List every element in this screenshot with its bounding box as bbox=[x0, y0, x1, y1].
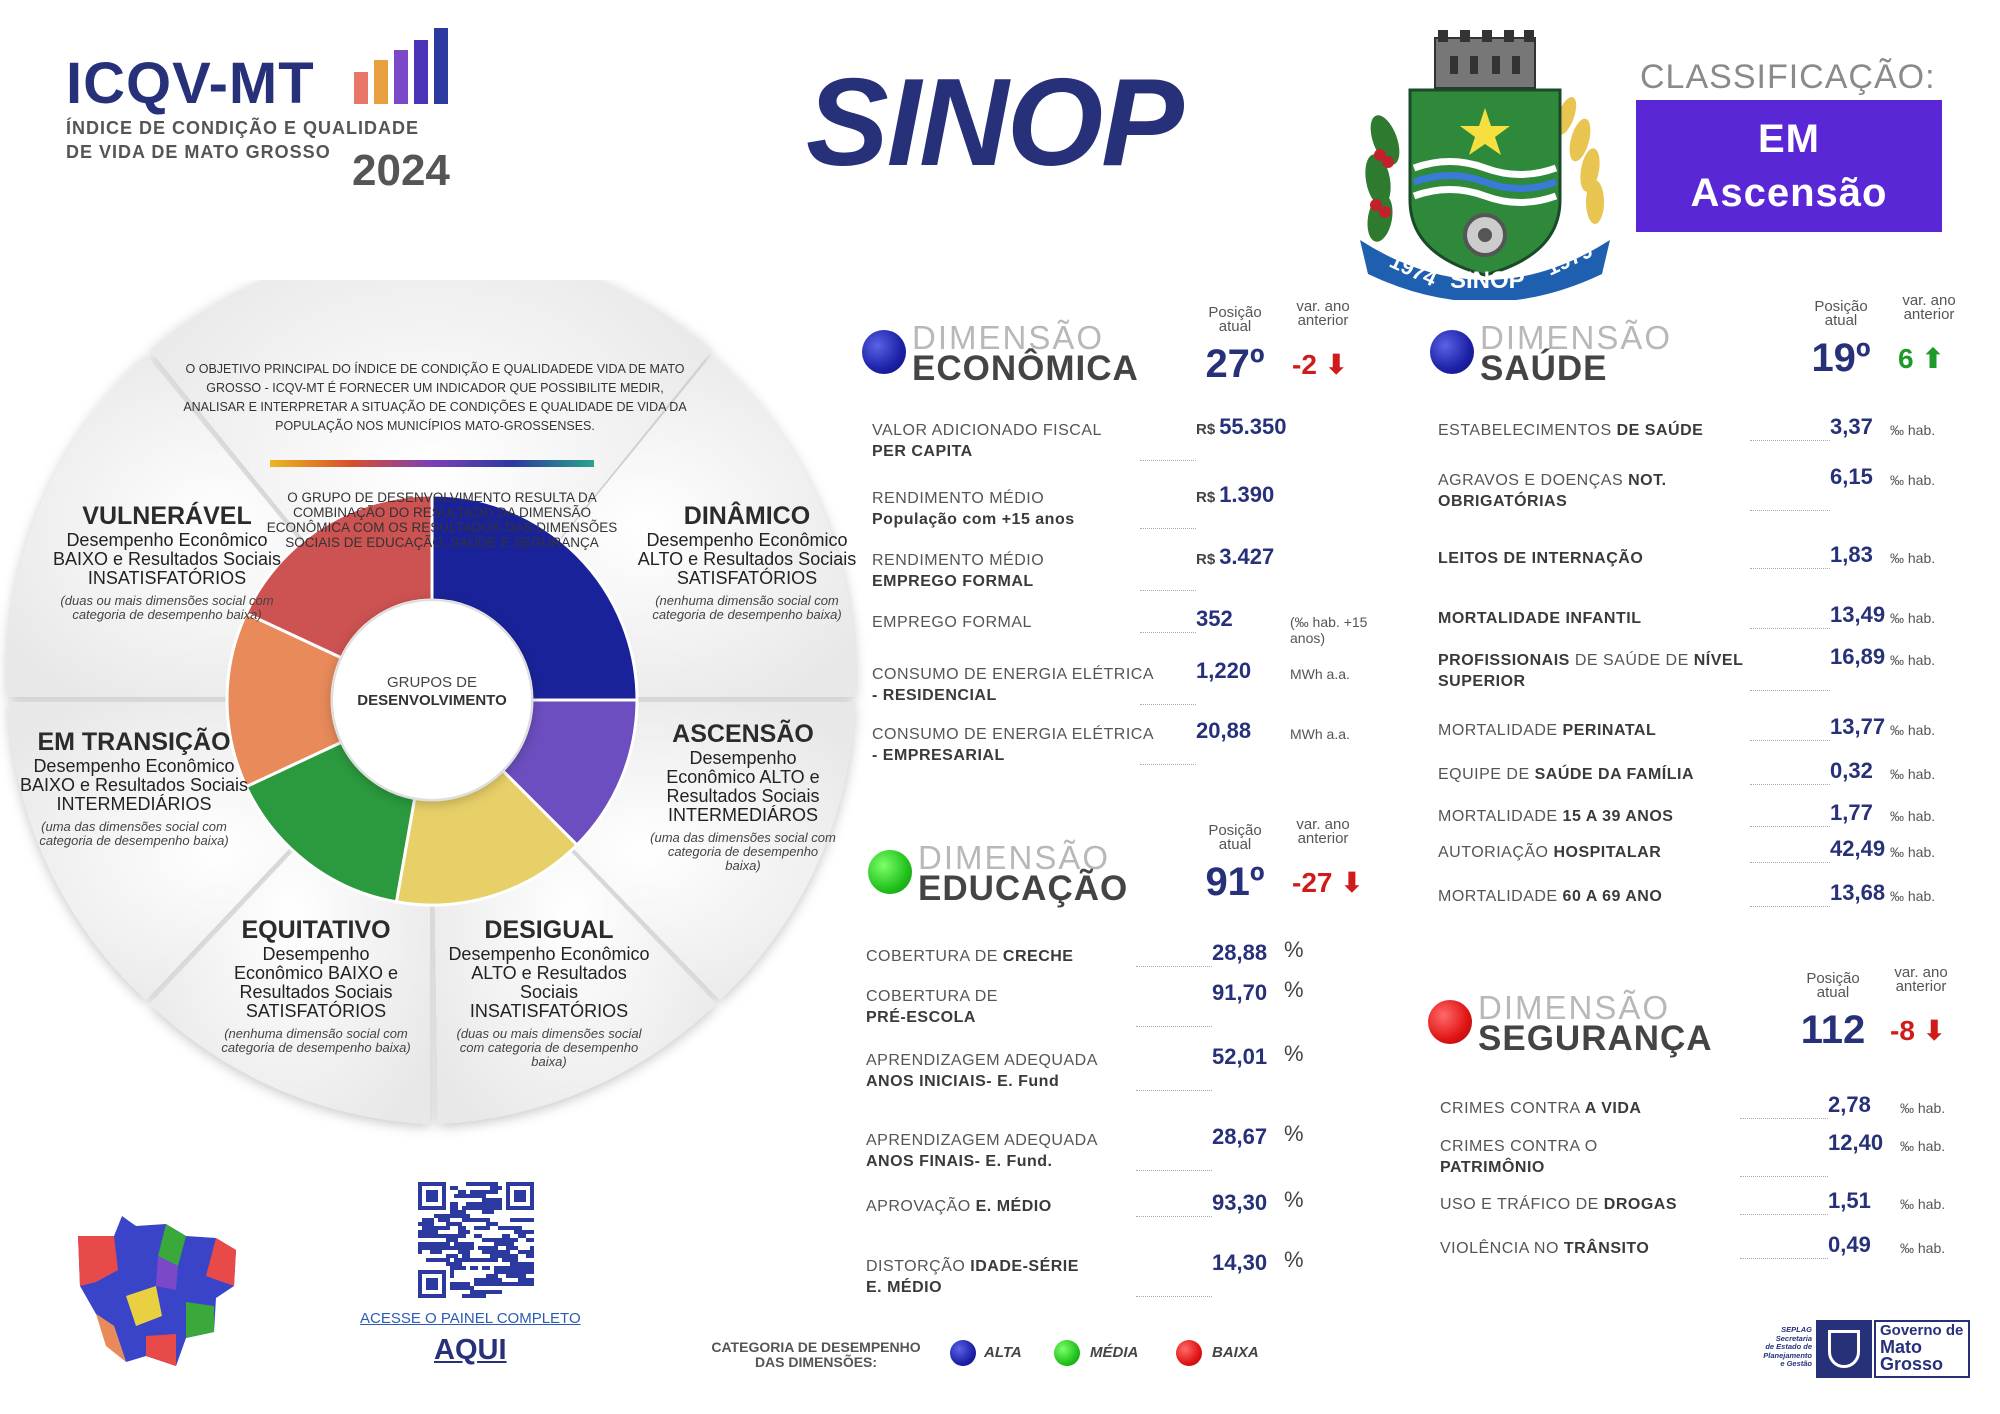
indicator-text: AUTORIAÇÃO bbox=[1438, 844, 1549, 861]
indicator-text: DE SAÚDE bbox=[1616, 422, 1704, 439]
economica-indicator bbox=[872, 420, 1192, 462]
indicator-text: PROFISSIONAIS bbox=[1438, 652, 1570, 669]
economica-variation-value: -2 bbox=[1292, 349, 1317, 380]
saude-indicator bbox=[1438, 470, 1768, 512]
educacao-dot bbox=[868, 850, 912, 894]
saude-indicator bbox=[1438, 720, 1768, 741]
group-title: ASCENSÃO bbox=[672, 720, 814, 748]
saude-var-label-1: var. ano bbox=[1902, 292, 1956, 309]
gov-line-3: Grosso bbox=[1880, 1354, 1944, 1374]
seguranca-unit: ‰ hab. bbox=[1900, 1138, 1946, 1154]
educacao-pos-label-2: atual bbox=[1218, 836, 1252, 853]
value-number: 1.390 bbox=[1219, 482, 1275, 507]
indicator-text: APROVAÇÃO bbox=[866, 1198, 971, 1215]
indicator-text: LEITOS DE INTERNAÇÃO bbox=[1438, 550, 1644, 567]
center-label-1: GRUPOS DE bbox=[386, 674, 477, 691]
value-number: 1,77 bbox=[1830, 800, 1873, 825]
economica-pos-label-1: Posição bbox=[1208, 304, 1262, 321]
municipal-crest-icon bbox=[1340, 30, 1630, 300]
educacao-value bbox=[1212, 1124, 1267, 1150]
crest-city: SINOP bbox=[1450, 267, 1525, 294]
value-number: 13,68 bbox=[1830, 880, 1886, 905]
indicator-text: A VIDA bbox=[1584, 1100, 1642, 1117]
economica-value bbox=[1196, 544, 1274, 570]
educacao-indicator bbox=[866, 1130, 1166, 1172]
saude-var-label-2: anterior bbox=[1903, 306, 1955, 323]
dotted-leader bbox=[1740, 1118, 1828, 1119]
group-title: EM TRANSIÇÃO bbox=[37, 728, 231, 756]
currency-label: R$ bbox=[1196, 551, 1216, 568]
dotted-leader bbox=[1740, 1258, 1828, 1259]
saude-indicator bbox=[1438, 764, 1768, 785]
value-number: 42,49 bbox=[1830, 836, 1886, 861]
legend-media-dot bbox=[1054, 1340, 1080, 1366]
classification-label: CLASSIFICAÇÃO: bbox=[1640, 58, 1936, 96]
indicator-text: 15 A 39 ANOS bbox=[1562, 808, 1674, 825]
saude-variation bbox=[1898, 342, 1945, 375]
value-number: 28,67 bbox=[1212, 1124, 1268, 1149]
dotted-leader bbox=[1750, 862, 1830, 863]
group-desigual bbox=[448, 916, 650, 1069]
gov-line-2: Mato bbox=[1880, 1337, 1922, 1357]
saude-pos-label-1: Posição bbox=[1814, 298, 1868, 315]
indicator-text: SAÚDE DA FAMÍLIA bbox=[1534, 766, 1694, 783]
indicator-text-line-2: OBRIGATÓRIAS bbox=[1438, 493, 1568, 510]
seplag-line: Planejamento bbox=[1763, 1350, 1812, 1360]
dotted-leader bbox=[1750, 510, 1830, 511]
group-note: (nenhuma dimensão social com categoria de desempenho baixa) bbox=[221, 1026, 411, 1055]
indicator-text: CRIMES CONTRA O bbox=[1440, 1138, 1598, 1155]
dotted-leader bbox=[1750, 440, 1830, 441]
educacao-unit: % bbox=[1284, 1187, 1304, 1212]
educacao-pos-label-1: Posição bbox=[1208, 822, 1262, 839]
gradient-divider bbox=[270, 460, 594, 467]
indicator-text: CRIMES CONTRA bbox=[1440, 1100, 1580, 1117]
dotted-leader bbox=[1136, 1026, 1212, 1027]
value-number: 1,83 bbox=[1830, 542, 1873, 567]
saude-h2: SAÚDE bbox=[1480, 349, 1608, 388]
saude-indicator bbox=[1438, 842, 1768, 863]
indicator-text: ESTABELECIMENTOS bbox=[1438, 422, 1612, 439]
indicator-text-line-2: PRÉ-ESCOLA bbox=[866, 1009, 976, 1026]
seguranca-indicator bbox=[1440, 1194, 1740, 1215]
group-desc: Desempenho Econômico ALTO e Resultados Sociais SATISFATÓRIOS bbox=[637, 530, 857, 588]
value-number: 52,01 bbox=[1212, 1044, 1268, 1069]
educacao-unit: % bbox=[1284, 977, 1304, 1002]
indicator-text: E. MÉDIO bbox=[975, 1198, 1052, 1215]
economica-var-label-2: anterior bbox=[1297, 312, 1349, 329]
indicator-text-line-2: EMPREGO FORMAL bbox=[872, 573, 1034, 590]
educacao-value bbox=[1212, 940, 1267, 966]
seguranca-indicator bbox=[1440, 1136, 1740, 1178]
dotted-leader bbox=[1140, 704, 1196, 705]
indicator-text-line-2: SUPERIOR bbox=[1438, 673, 1526, 690]
indicator-text: AGRAVOS E DOENÇAS bbox=[1438, 472, 1624, 489]
educacao-var-label-1: var. ano bbox=[1296, 816, 1350, 833]
seguranca-indicator bbox=[1440, 1238, 1740, 1259]
seguranca-value bbox=[1828, 1188, 1871, 1214]
educacao-indicator bbox=[866, 946, 1166, 967]
dotted-leader bbox=[1136, 966, 1212, 967]
crest-year-right: 1979 bbox=[1541, 237, 1597, 281]
dotted-leader bbox=[1140, 460, 1196, 461]
value-number: 16,89 bbox=[1830, 644, 1886, 669]
indicator-text-line-2: - EMPRESARIAL bbox=[872, 747, 1005, 764]
saude-value bbox=[1830, 714, 1885, 740]
saude-unit: ‰ hab. bbox=[1890, 422, 1936, 438]
educacao-var-label-2: anterior bbox=[1297, 830, 1349, 847]
dotted-leader bbox=[1750, 628, 1830, 629]
saude-position: 19º bbox=[1811, 336, 1871, 380]
seguranca-h1: DIMENSÃO bbox=[1478, 989, 1671, 1026]
dotted-leader bbox=[1740, 1214, 1828, 1215]
dotted-leader bbox=[1750, 690, 1830, 691]
gov-text bbox=[1874, 1320, 1970, 1378]
dotted-leader bbox=[1750, 826, 1830, 827]
group-note: (nenhuma dimensão social com categoria de desempenho baixa) bbox=[652, 593, 842, 622]
economica-unit: (‰ hab. +15 anos) bbox=[1290, 614, 1368, 646]
dotted-leader bbox=[1740, 1176, 1828, 1177]
seguranca-position: 112 bbox=[1800, 1008, 1866, 1052]
dotted-leader bbox=[1136, 1170, 1212, 1171]
arrow-down-icon: ⬇ bbox=[1914, 1015, 1947, 1046]
indicator-text: RENDIMENTO MÉDIO bbox=[872, 490, 1045, 507]
economica-pos-label-2: atual bbox=[1218, 318, 1252, 335]
seplag-line: e Gestão bbox=[1780, 1359, 1812, 1368]
value-number: 28,88 bbox=[1212, 940, 1268, 965]
value-number: 1,51 bbox=[1828, 1188, 1871, 1213]
seguranca-variation-value: -8 bbox=[1890, 1015, 1915, 1046]
brand-year: 2024 bbox=[352, 146, 450, 195]
group-explanation: O GRUPO DE DESENVOLVIMENTO RESULTA DA COMBINAÇÃO DO RESULTADO DA DIMENSÃO ECONÔMICA COM OS RESULTADOS DAS DIMENSÕES SOCIAIS DE EDUCAÇÃO, SAÚDE E SEGURANÇA bbox=[266, 490, 618, 550]
saude-indicator bbox=[1438, 886, 1768, 907]
value-number: 91,70 bbox=[1212, 980, 1268, 1005]
indicator-text: RENDIMENTO MÉDIO bbox=[872, 552, 1045, 569]
saude-pos-label-2: atual bbox=[1824, 312, 1858, 329]
dotted-leader bbox=[1140, 764, 1196, 765]
saude-unit: ‰ hab. bbox=[1890, 766, 1936, 782]
value-number: 0,32 bbox=[1830, 758, 1873, 783]
group-title: EQUITATIVO bbox=[241, 916, 391, 944]
economica-unit: MWh a.a. bbox=[1290, 726, 1350, 742]
saude-unit: ‰ hab. bbox=[1890, 610, 1936, 626]
educacao-unit: % bbox=[1284, 937, 1304, 962]
brand-title: ICQV-MT bbox=[66, 51, 315, 116]
value-number: 3,37 bbox=[1830, 414, 1873, 439]
indicator-text: NOT. bbox=[1628, 472, 1667, 489]
educacao-indicator bbox=[866, 986, 1166, 1028]
indicator-text: CONSUMO DE ENERGIA ELÉTRICA bbox=[872, 666, 1154, 683]
dotted-leader bbox=[1750, 740, 1830, 741]
seguranca-dot bbox=[1428, 1000, 1472, 1044]
indicator-text-line-2: ANOS FINAIS- E. Fund. bbox=[866, 1153, 1053, 1170]
educacao-h1: DIMENSÃO bbox=[918, 839, 1111, 876]
seguranca-var-label-2: anterior bbox=[1895, 978, 1947, 995]
group-dinamico bbox=[636, 502, 858, 622]
seguranca-unit: ‰ hab. bbox=[1900, 1240, 1946, 1256]
value-number: 55.350 bbox=[1219, 414, 1287, 439]
indicator-text-line-2: - RESIDENCIAL bbox=[872, 687, 997, 704]
educacao-value bbox=[1212, 1044, 1267, 1070]
economica-value bbox=[1196, 658, 1251, 684]
educacao-h2: EDUCAÇÃO bbox=[918, 869, 1129, 908]
saude-indicator bbox=[1438, 650, 1768, 692]
indicator-text: MORTALIDADE bbox=[1438, 808, 1558, 825]
saude-value bbox=[1830, 800, 1873, 826]
indicator-text: PERINATAL bbox=[1562, 722, 1657, 739]
economica-h2: ECONÔMICA bbox=[912, 349, 1139, 388]
indicator-text-line-2: População com +15 anos bbox=[872, 511, 1075, 528]
educacao-value bbox=[1212, 1250, 1267, 1276]
saude-value bbox=[1830, 758, 1873, 784]
group-note: (duas ou mais dimensões social com categoria de desempenho baixa) bbox=[60, 593, 274, 622]
value-number: 3.427 bbox=[1219, 544, 1275, 569]
city-name: SINOP bbox=[806, 54, 1182, 192]
indicator-text-line-2: PATRIMÔNIO bbox=[1440, 1159, 1545, 1176]
indicator-text: IDADE-SÉRIE bbox=[970, 1258, 1079, 1275]
seguranca-pos-label-1: Posição bbox=[1806, 970, 1860, 987]
group-title: VULNERÁVEL bbox=[82, 502, 252, 530]
dotted-leader bbox=[1136, 1296, 1212, 1297]
indicator-text: MORTALIDADE bbox=[1438, 722, 1558, 739]
educacao-variation-value: -27 bbox=[1292, 867, 1333, 898]
indicator-text: APRENDIZAGEM ADEQUADA bbox=[866, 1052, 1098, 1069]
saude-indicator bbox=[1438, 806, 1768, 827]
group-title: DINÂMICO bbox=[683, 502, 811, 530]
saude-value bbox=[1830, 464, 1873, 490]
indicator-text: COBERTURA DE bbox=[866, 948, 998, 965]
saude-indicator bbox=[1438, 548, 1768, 569]
legend-title: CATEGORIA DE DESEMPENHO DAS DIMENSÕES: bbox=[711, 1339, 921, 1370]
saude-value bbox=[1830, 602, 1885, 628]
seguranca-pos-label-2: atual bbox=[1816, 984, 1850, 1001]
value-number: 2,78 bbox=[1828, 1092, 1871, 1117]
dotted-leader bbox=[1140, 528, 1196, 529]
group-desc: Desempenho Econômico BAIXO e Resultados Sociais SATISFATÓRIOS bbox=[233, 944, 399, 1021]
subtitle-line-1: ÍNDICE DE CONDIÇÃO E QUALIDADE bbox=[66, 118, 420, 138]
seguranca-value bbox=[1828, 1232, 1871, 1258]
educacao-value bbox=[1212, 980, 1267, 1006]
economica-value bbox=[1196, 482, 1274, 508]
group-desc: Desempenho Econômico ALTO e Resultados Sociais INTERMEDIÁROS bbox=[666, 748, 820, 825]
dotted-leader bbox=[1750, 568, 1830, 569]
economica-indicator bbox=[872, 664, 1192, 706]
value-number: 1,220 bbox=[1196, 658, 1252, 683]
indicator-text: APRENDIZAGEM ADEQUADA bbox=[866, 1132, 1098, 1149]
group-note: (uma das dimensões social com categoria de desempenho baixa) bbox=[39, 819, 229, 848]
indicator-text: VALOR ADICIONADO FISCAL bbox=[872, 422, 1102, 439]
economica-variation bbox=[1292, 348, 1348, 381]
indicator-text: VIOLÊNCIA NO bbox=[1440, 1240, 1559, 1257]
currency-label: R$ bbox=[1196, 489, 1216, 506]
indicator-text: TRÂNSITO bbox=[1563, 1240, 1650, 1257]
seguranca-value bbox=[1828, 1130, 1883, 1156]
saude-value bbox=[1830, 542, 1873, 568]
economica-value bbox=[1196, 414, 1286, 440]
arrow-down-icon: ⬇ bbox=[1316, 349, 1349, 380]
economica-position: 27º bbox=[1205, 342, 1265, 386]
crest-year-left: 1974 bbox=[1385, 247, 1441, 292]
group-title: DESIGUAL bbox=[484, 916, 614, 944]
group-desc: Desempenho Econômico BAIXO e Resultados Sociais INSATISFATÓRIOS bbox=[52, 530, 282, 588]
value-number: 0,49 bbox=[1828, 1232, 1871, 1257]
value-number: 12,40 bbox=[1828, 1130, 1884, 1155]
indicator-text: CRECHE bbox=[1002, 948, 1074, 965]
saude-value bbox=[1830, 414, 1873, 440]
indicator-text: CONSUMO DE ENERGIA ELÉTRICA bbox=[872, 726, 1154, 743]
dotted-leader bbox=[1140, 590, 1196, 591]
value-number: 20,88 bbox=[1196, 718, 1252, 743]
saude-unit: ‰ hab. bbox=[1890, 888, 1936, 904]
arrow-down-icon: ⬇ bbox=[1332, 867, 1364, 898]
educacao-unit: % bbox=[1284, 1247, 1304, 1272]
saude-indicator bbox=[1438, 420, 1768, 441]
group-note: (duas ou mais dimensões social com categoria de desempenho baixa) bbox=[456, 1026, 642, 1069]
educacao-indicator bbox=[866, 1196, 1166, 1217]
saude-unit: ‰ hab. bbox=[1890, 472, 1936, 488]
indicator-text-line-2: PER CAPITA bbox=[872, 443, 973, 460]
classification-line-1: EM bbox=[1758, 117, 1820, 161]
objective-text: O OBJETIVO PRINCIPAL DO ÍNDICE DE CONDIÇÃO E QUALIDADEDE VIDA DE MATO GROSSO - ICQV-MT É FORNECER UM INDICADOR QUE POSSIBILITE MEDIR, ANALISAR E INTERPRETAR A SITUAÇÃO DE CONDIÇÕES E QUALIDADE DE VIDA DA POPULAÇÃO NOS MUNICÍPIOS MATO-GROSSENSES. bbox=[183, 362, 687, 433]
educacao-value bbox=[1212, 1190, 1267, 1216]
economica-value bbox=[1196, 606, 1233, 632]
educacao-position: 91º bbox=[1205, 860, 1265, 904]
value-number: 13,77 bbox=[1830, 714, 1886, 739]
seplag-text bbox=[1752, 1326, 1812, 1369]
seplag-line: SEPLAG bbox=[1781, 1325, 1812, 1334]
mato-grosso-map-icon bbox=[66, 1206, 246, 1376]
dotted-leader bbox=[1750, 906, 1830, 907]
saude-variation-value: 6 bbox=[1898, 343, 1914, 374]
value-number: 93,30 bbox=[1212, 1190, 1268, 1215]
economica-indicator bbox=[872, 550, 1192, 592]
legend-baixa-dot bbox=[1176, 1340, 1202, 1366]
group-ascensao bbox=[650, 720, 836, 873]
saude-dot bbox=[1430, 330, 1474, 374]
classification-line-2: Ascensão bbox=[1690, 171, 1888, 215]
saude-h1: DIMENSÃO bbox=[1480, 319, 1673, 356]
seplag-line: Secretaria bbox=[1775, 1333, 1812, 1343]
economica-indicator bbox=[872, 488, 1192, 530]
indicator-text: DISTORÇÃO bbox=[866, 1258, 966, 1275]
bar-chart-logo-icon bbox=[352, 28, 462, 108]
economica-dot bbox=[862, 330, 906, 374]
seplag-line: de Estado de bbox=[1765, 1342, 1812, 1351]
indicator-text: USO E TRÁFICO DE bbox=[1440, 1196, 1599, 1213]
group-vulneravel bbox=[52, 502, 282, 622]
group-note: (uma das dimensões social com categoria de desempenho baixa) bbox=[650, 830, 836, 873]
economica-unit: MWh a.a. bbox=[1290, 666, 1350, 682]
dotted-leader bbox=[1140, 632, 1196, 633]
aqui-link[interactable]: AQUI bbox=[434, 1334, 507, 1366]
indicator-text: DE SAÚDE DE bbox=[1574, 652, 1689, 669]
qr-code-icon[interactable] bbox=[418, 1182, 534, 1298]
economica-indicator bbox=[872, 612, 1192, 633]
economica-indicator bbox=[872, 724, 1192, 766]
painel-link[interactable]: ACESSE O PAINEL COMPLETO bbox=[360, 1310, 581, 1327]
saude-value bbox=[1830, 880, 1885, 906]
group-desc: Desempenho Econômico ALTO e Resultados Sociais INSATISFATÓRIOS bbox=[448, 944, 650, 1021]
indicator-text: EMPREGO FORMAL bbox=[872, 614, 1032, 631]
educacao-indicator bbox=[866, 1050, 1166, 1092]
indicator-text-line-2: ANOS INICIAIS- E. Fund bbox=[866, 1073, 1060, 1090]
currency-label: R$ bbox=[1196, 421, 1216, 438]
indicator-text: EQUIPE DE bbox=[1438, 766, 1530, 783]
economica-h1: DIMENSÃO bbox=[912, 319, 1105, 356]
seguranca-h2: SEGURANÇA bbox=[1478, 1019, 1713, 1058]
saude-value bbox=[1830, 644, 1885, 670]
seguranca-variation bbox=[1890, 1014, 1946, 1047]
indicator-text: DROGAS bbox=[1603, 1196, 1678, 1213]
indicator-text: NÍVEL bbox=[1693, 652, 1744, 669]
legend-alta-dot bbox=[950, 1340, 976, 1366]
indicator-text: MORTALIDADE bbox=[1438, 888, 1558, 905]
saude-unit: ‰ hab. bbox=[1890, 550, 1936, 566]
educacao-variation bbox=[1292, 866, 1364, 899]
group-equitativo bbox=[218, 916, 414, 1055]
educacao-unit: % bbox=[1284, 1041, 1304, 1066]
arrow-up-icon: ⬆ bbox=[1913, 343, 1945, 374]
seguranca-unit: ‰ hab. bbox=[1900, 1196, 1946, 1212]
government-logo bbox=[1752, 1320, 1972, 1390]
saude-value bbox=[1830, 836, 1885, 862]
saude-unit: ‰ hab. bbox=[1890, 652, 1936, 668]
legend-baixa: BAIXA bbox=[1212, 1344, 1259, 1361]
indicator-text: 60 A 69 ANO bbox=[1562, 888, 1663, 905]
economica-var-label-1: var. ano bbox=[1296, 298, 1350, 315]
legend-alta: ALTA bbox=[984, 1344, 1022, 1361]
dotted-leader bbox=[1136, 1216, 1212, 1217]
value-number: 14,30 bbox=[1212, 1250, 1268, 1275]
educacao-unit: % bbox=[1284, 1121, 1304, 1146]
center-label-2: DESENVOLVIMENTO bbox=[357, 692, 507, 709]
dotted-leader bbox=[1750, 784, 1830, 785]
group-em-transicao bbox=[18, 728, 250, 848]
saude-unit: ‰ hab. bbox=[1890, 808, 1936, 824]
indicator-text: HOSPITALAR bbox=[1553, 844, 1662, 861]
indicator-text-line-2: E. MÉDIO bbox=[866, 1279, 943, 1296]
subtitle-line-2: DE VIDA DE MATO GROSSO bbox=[66, 142, 331, 162]
group-desc: Desempenho Econômico BAIXO e Resultados Sociais INTERMEDIÁRIOS bbox=[19, 756, 249, 814]
value-number: 13,49 bbox=[1830, 602, 1886, 627]
legend-media: MÉDIA bbox=[1090, 1344, 1139, 1361]
dotted-leader bbox=[1136, 1090, 1212, 1091]
saude-unit: ‰ hab. bbox=[1890, 722, 1936, 738]
seguranca-unit: ‰ hab. bbox=[1900, 1100, 1946, 1116]
value-number: 6,15 bbox=[1830, 464, 1873, 489]
gov-line-1: Governo de bbox=[1880, 1322, 1964, 1339]
state-seal-icon bbox=[1816, 1320, 1872, 1378]
seguranca-var-label-1: var. ano bbox=[1894, 964, 1948, 981]
seguranca-indicator bbox=[1440, 1098, 1740, 1119]
economica-value bbox=[1196, 718, 1251, 744]
seguranca-value bbox=[1828, 1092, 1871, 1118]
saude-unit: ‰ hab. bbox=[1890, 844, 1936, 860]
value-number: 352 bbox=[1196, 606, 1233, 631]
indicator-text: COBERTURA DE bbox=[866, 988, 998, 1005]
saude-indicator bbox=[1438, 608, 1768, 629]
indicator-text: MORTALIDADE INFANTIL bbox=[1438, 610, 1642, 627]
educacao-indicator bbox=[866, 1256, 1166, 1298]
classification-badge bbox=[1636, 100, 1942, 232]
